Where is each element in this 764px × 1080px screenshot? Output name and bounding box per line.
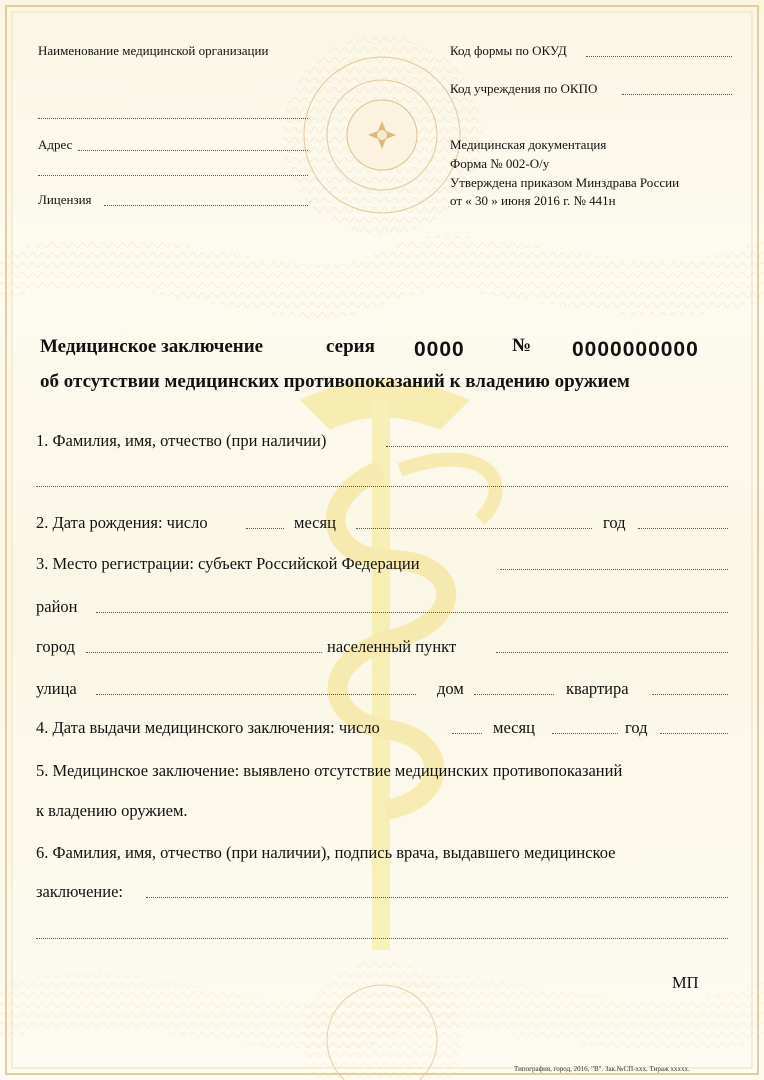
org-name-field[interactable] (38, 118, 308, 119)
settlement-field[interactable] (496, 652, 728, 653)
birth-day-field[interactable] (246, 528, 284, 529)
series-value: 0000 (414, 338, 465, 361)
settlement-label: населенный пункт (327, 637, 457, 656)
issue-year-field[interactable] (660, 733, 728, 734)
birth-month-label: месяц (294, 513, 336, 532)
birth-date-label: 2. Дата рождения: число (36, 513, 208, 532)
okud-label: Код формы по ОКУД (450, 43, 567, 58)
address-field-2[interactable] (38, 175, 308, 176)
okpo-label: Код учреждения по ОКПО (450, 81, 598, 96)
issue-month-label: месяц (493, 718, 535, 737)
doctor-label-2: заключение: (36, 882, 123, 901)
stamp-place: МП (672, 973, 699, 992)
license-label: Лицензия (38, 192, 92, 207)
issue-day-field[interactable] (452, 733, 482, 734)
caduceus-watermark (300, 380, 496, 950)
doc-type: Медицинская документация (450, 137, 607, 152)
apartment-label: квартира (566, 679, 629, 698)
issue-month-field[interactable] (552, 733, 618, 734)
address-field[interactable] (78, 150, 308, 151)
series-label: серия (326, 336, 375, 357)
issue-date-label: 4. Дата выдачи медицинского заключения: число (36, 718, 380, 737)
house-field[interactable] (474, 694, 554, 695)
title-line1: Медицинское заключение (40, 336, 264, 357)
birth-year-field[interactable] (638, 528, 728, 529)
okud-field[interactable] (586, 56, 732, 57)
doctor-field-2[interactable] (36, 938, 728, 939)
fio-label: 1. Фамилия, имя, отчество (при наличии) (36, 431, 327, 450)
conclusion-line2: к владению оружием. (36, 801, 188, 820)
doctor-label: 6. Фамилия, имя, отчество (при наличии), подпись врача, выдавшего медицинское (36, 843, 616, 862)
form-number: Форма № 002-О/у (450, 156, 550, 171)
birth-month-field[interactable] (356, 528, 592, 529)
city-label: город (36, 637, 76, 656)
okpo-field[interactable] (622, 94, 732, 95)
license-field[interactable] (104, 205, 308, 206)
street-field[interactable] (96, 694, 416, 695)
district-field[interactable] (96, 612, 728, 613)
registration-label: 3. Место регистрации: субъект Российской Федерации (36, 554, 420, 573)
title-line2: об отсутствии медицинских противопоказаний к владению оружием (40, 371, 630, 392)
doctor-field[interactable] (146, 897, 728, 898)
number-value: 0000000000 (572, 338, 699, 361)
address-label: Адрес (38, 137, 73, 152)
city-field[interactable] (86, 652, 322, 653)
approved-date: от « 30 » июня 2016 г. № 441н (450, 193, 616, 208)
number-sign: № (512, 335, 532, 356)
fio-field[interactable] (386, 446, 728, 447)
approved-by: Утверждена приказом Минздрава России (450, 175, 680, 190)
house-label: дом (437, 679, 464, 698)
fio-field-2[interactable] (36, 486, 728, 487)
org-name-label: Наименование медицинской организации (38, 43, 269, 58)
conclusion-line1: 5. Медицинское заключение: выявлено отсутствие медицинских противопоказаний (36, 761, 623, 780)
issue-year-label: год (625, 718, 648, 737)
apartment-field[interactable] (652, 694, 728, 695)
birth-year-label: год (603, 513, 626, 532)
region-field[interactable] (500, 569, 728, 570)
printing-info: Типография, город, 2016, "В". Зак.№СП-ххх. Тираж ххххх. (514, 1065, 690, 1073)
district-label: район (36, 597, 78, 616)
street-label: улица (36, 679, 77, 698)
